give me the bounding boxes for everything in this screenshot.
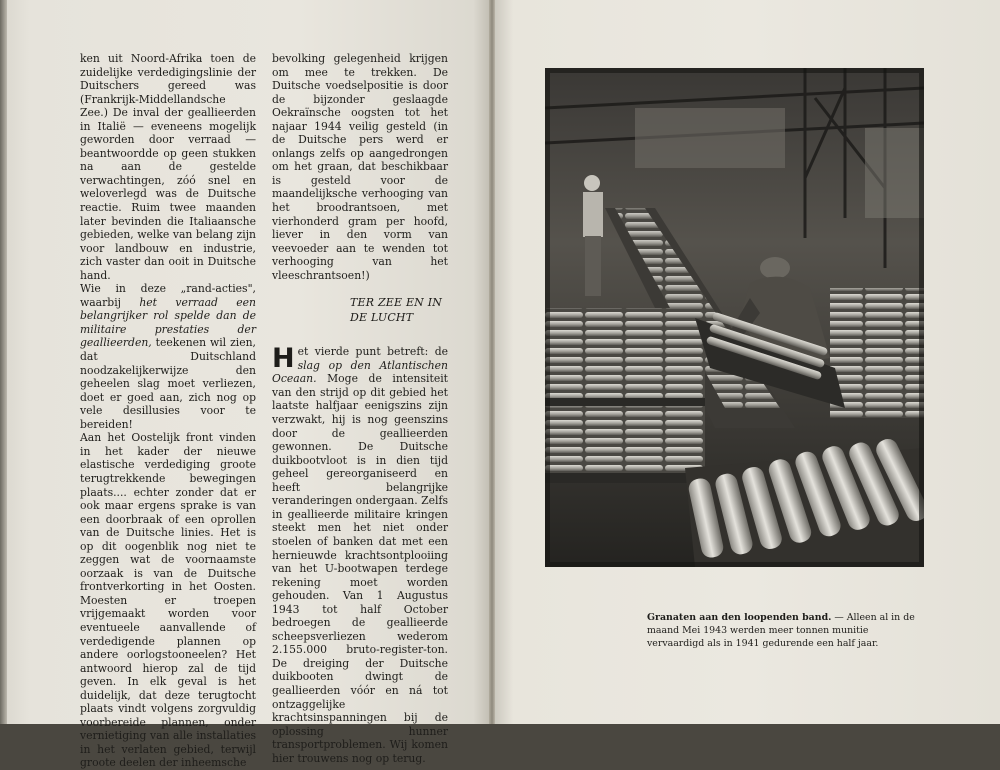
caption-lead: Granaten aan den loopenden band. (647, 612, 832, 623)
drop-cap: H (272, 343, 295, 375)
paragraph-5-end: Moge de intensiteit van den strijd op dit gebied het laatste halfjaar eenigszins zijn verzwakt, hij is nog geenszins door de geallieerden gewonnen. De Duitsche duikbootvloot is in dien tijd geheel gereorganiseerd en heeft belangrijke veranderingen ondergaan. Zelfs in geallieerde militaire kringen steekt men het niet onder stoelen of banken dat met een hernieuwde krachtsontplooiing van het U-bootwapen terdege rekening moet worden gehouden. Van 1 Augustus 1943 tot half October bedroegen de geallieerde scheepsverliezen wederom 2.155.000 bruto-register-ton. De dreiging der Duitsche duikbooten dwingt de geallieerden vóór en ná tot ontzaggelijke krachtsinspanningen bij de oplossing hunner transportproblemen. Wij komen hier trouwens nog op terug. (272, 372, 448, 765)
paragraph-5 (272, 345, 448, 765)
section-heading (350, 296, 448, 325)
photo-caption (647, 612, 925, 650)
section-heading-line-1: TER ZEE EN IN (350, 296, 443, 310)
paragraph-2 (80, 282, 256, 431)
book-spine (489, 0, 495, 724)
paragraph-1: ken uit Noord-Afrika toen de zuidelijke verdedigingslinie der Duitschers gereed was (Frankrijk-Middellandsche Zee.) De inval der geallieerden in Italië — eveneens mogelijk geworden door verraad — beantwoordde op geen stukken na aan de gestelde verwachtingen, zóó snel en weloverlegd was de Duitsche reactie. Ruim twee maanden later bevinden die Italiaansche gebieden, welke van belang zijn voor landbouw en industrie, zich vaster dan ooit in Duitsche hand. (80, 52, 256, 282)
paragraph-4: bevolking gelegenheid krijgen om mee te trekken. De Duitsche voedselpositie is door de bijzonder geslaagde Oekraïnsche oogsten tot het najaar 1944 veilig gesteld (in de Duitsche pers werd er onlangs zelfs op aangedrongen om het graan, dat beschikbaar is gesteld voor de maandelijksche verhooging van het broodrantsoen, met vierhonderd gram per hoofd, liever in den vorm van veevoeder aan te wenden tot verhooging van het vleeschrantsoen!) (272, 52, 448, 282)
text-column-1 (80, 52, 256, 770)
paragraph-2-start: Wie in deze „rand-acties", waarbij (80, 282, 256, 309)
paragraph-5-italic: slag op den Atlantischen Oceaan. (272, 358, 448, 386)
section-heading-line-2: DE LUCHT (350, 310, 414, 324)
factory-photo-illustration (545, 68, 924, 567)
paragraph-2-end: teekenen wil zien, dat Duitschland noodzakelijkerwijze den geheelen slag moet verliezen, doet er goed aan, zich nog op vele desillusies voor te bereiden! (80, 336, 256, 431)
left-page (0, 0, 493, 770)
factory-photo (545, 68, 924, 567)
paragraph-2-italic: het verraad een belangrijker rol spelde dan de militaire prestaties der geallieerden, (80, 295, 256, 350)
page-edge-shadow (0, 0, 7, 724)
text-column-2 (272, 52, 448, 765)
paragraph-3: Aan het Oostelijk front vinden in het kader der nieuwe elastische verdediging groote terugtrekkende bewegingen plaats.... echter zonder dat er ook maar ergens sprake is van een doorbraak of een oprollen van de Duitsche linies. Het is op dit oogenblik nog niet te zeggen wat de voornaamste oorzaak is van de Duitsche frontverkorting in het Oosten. Moesten er troepen vrijgemaakt worden voor eventueele aanvallende of verdedigende plannen op andere oorlogstooneelen? Het antwoord hierop zal de tijd geven. In elk geval is het duidelijk, dat deze terugtocht plaats vindt volgens zorgvuldig voorbereide plannen, onder vernietiging van alle installaties in het verlaten gebied, terwijl groote deelen der inheemsche (80, 431, 256, 770)
paragraph-5-start: et vierde punt betreft: de (297, 345, 448, 359)
caption-text: — Alleen al in de maand Mei 1943 werden meer tonnen munitie vervaardigd als in 1941 gedurende een half jaar. (647, 612, 915, 649)
